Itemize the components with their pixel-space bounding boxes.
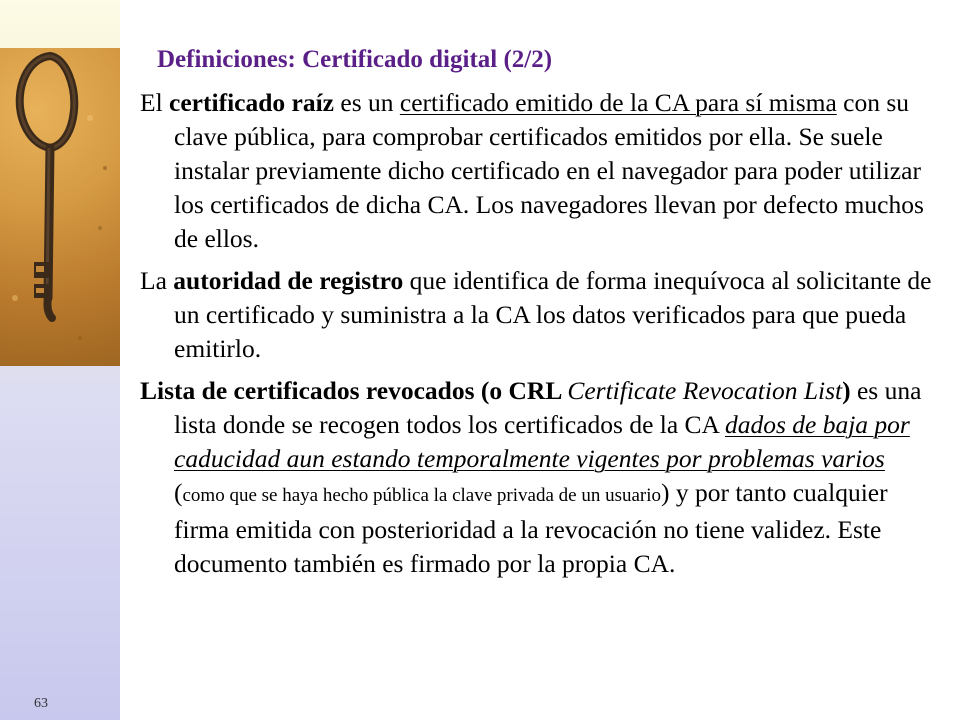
term-crl-close: )	[842, 376, 851, 405]
term-crl: Lista de certificados revocados (o CRL	[140, 376, 568, 405]
text: La	[140, 266, 174, 295]
term-crl-english: Certificate Revocation List	[567, 376, 843, 405]
text: (	[174, 478, 183, 507]
text: es un	[334, 88, 400, 117]
slide-title: Definiciones: Certificado digital (2/2)	[157, 46, 553, 73]
small-aside: como que se haya hecho pública la clave privada de un usuario	[182, 485, 662, 506]
page-number: 63	[34, 696, 48, 711]
term-autoridad-registro: autoridad de registro	[173, 266, 404, 295]
underlined-italic-phrase: dados de baja por caducidad aun estando temporalmente vigentes por problemas varios	[174, 410, 910, 473]
paragraph-certificado-raiz	[140, 86, 940, 256]
term-certificado-raiz: certificado raíz	[169, 88, 334, 117]
underlined-phrase: certificado emitido de la CA para sí misma	[399, 88, 837, 117]
text: El	[140, 88, 170, 117]
key-icon	[0, 48, 120, 366]
paragraph-autoridad-registro	[140, 264, 940, 366]
text: que identifica de forma inequívoca al solicitante de un certificado y suministra a la CA los datos verificados para que pueda emitirlo.	[174, 266, 932, 363]
text: con su clave pública, para comprobar certificados emitidos por ella. Se suele instalar previamente dicho certificado en el navegador para poder utilizar los certificados de dicha CA. Los navegadores llevan por defecto muchos de ellos.	[174, 88, 924, 253]
key-image	[0, 48, 120, 366]
text: es una lista donde se recogen todos los certificados de la CA	[174, 376, 922, 439]
slide-content	[140, 86, 940, 589]
text: ) y por tanto cualquier firma emitida con posterioridad a la revocación no tiene validez. Este documento también es firmado por la propia CA.	[174, 478, 888, 578]
paragraph-crl	[140, 374, 940, 581]
